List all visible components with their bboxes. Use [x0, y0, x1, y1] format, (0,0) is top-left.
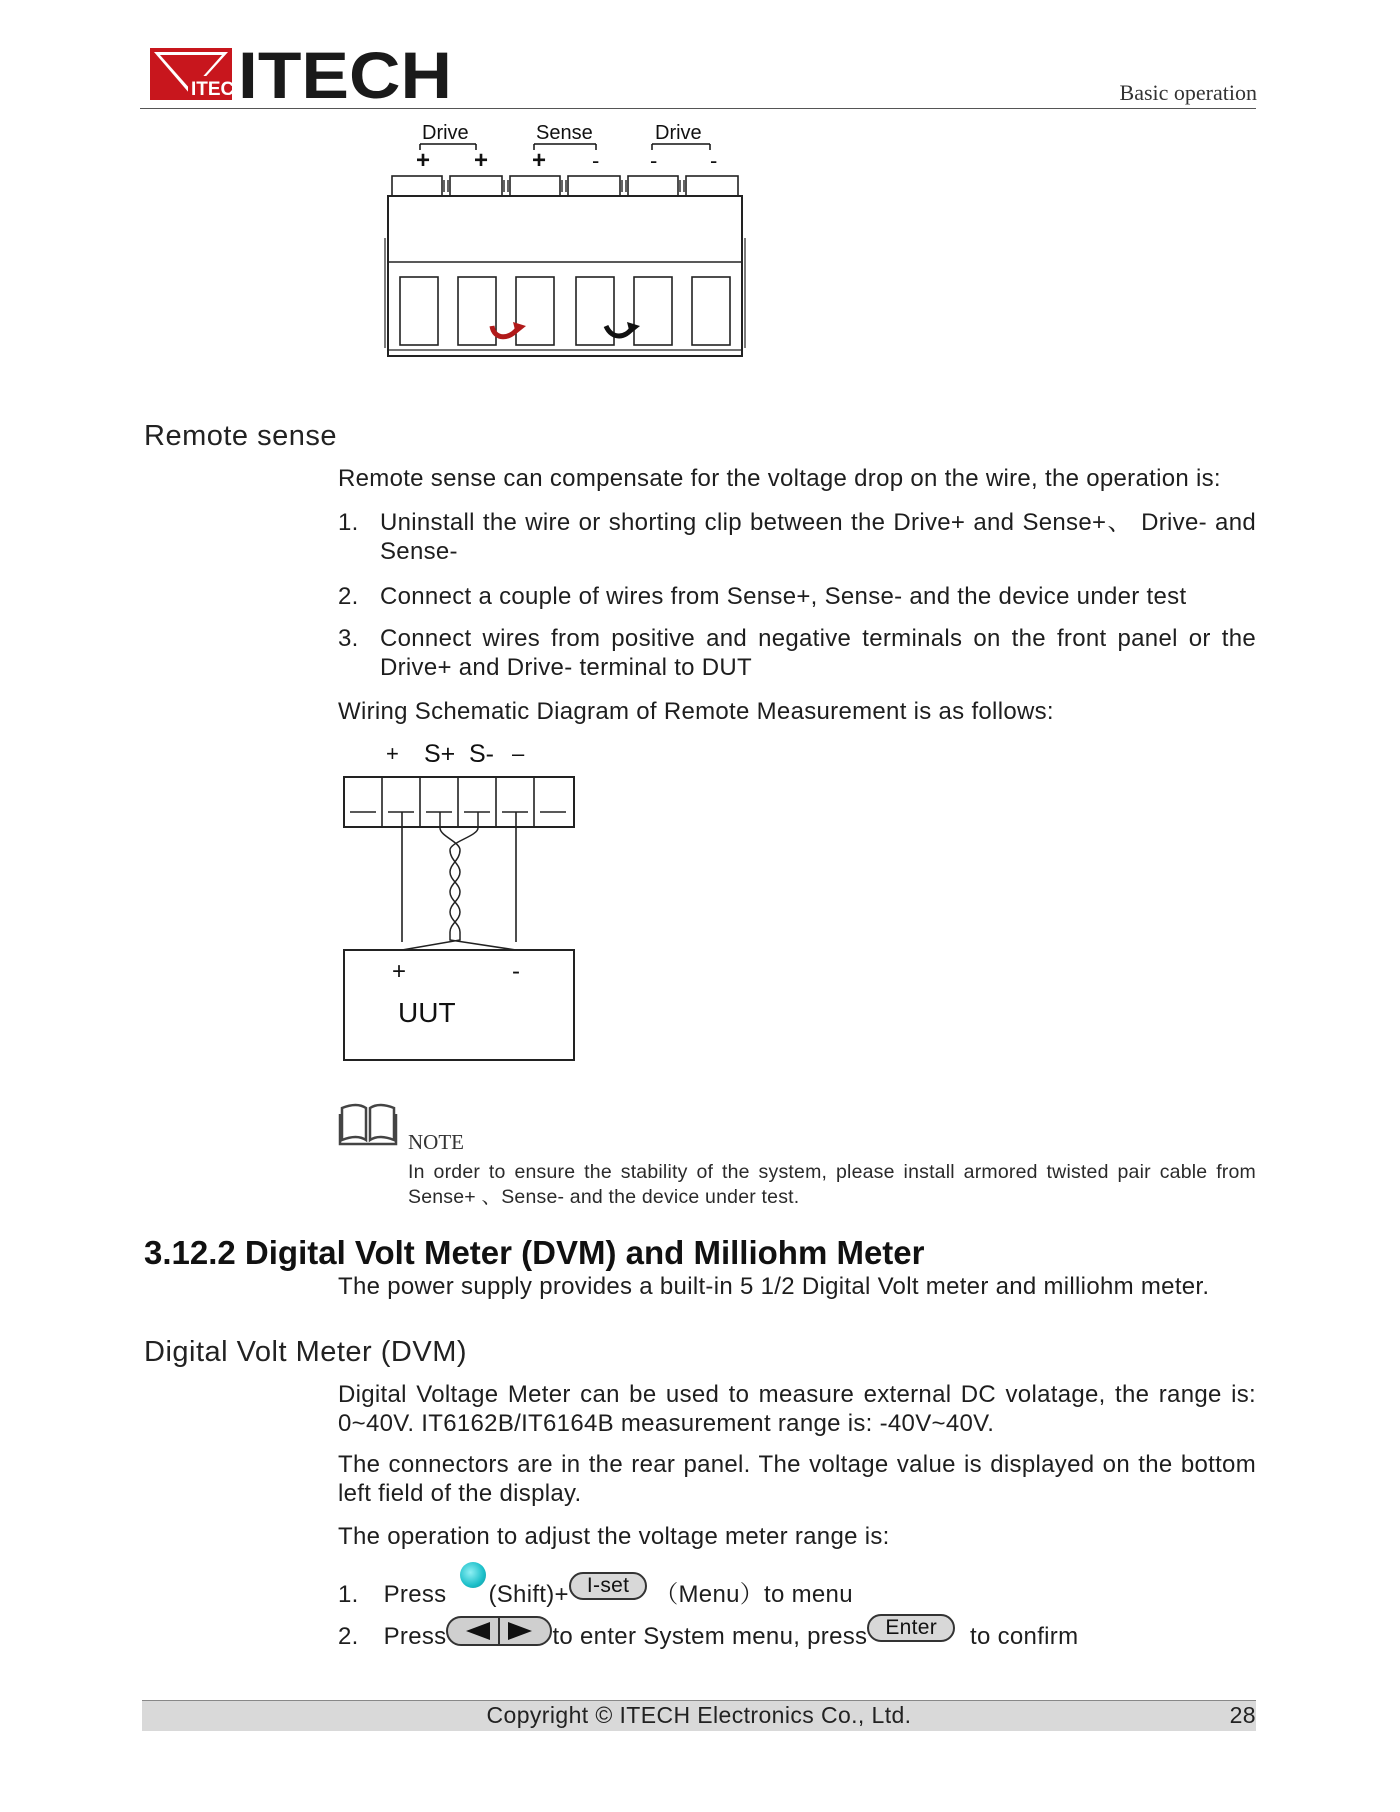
- header-section-title: Basic operation: [1119, 80, 1257, 105]
- label-drive-left: Drive: [422, 122, 469, 144]
- logo-small-text: ITECH: [191, 79, 248, 100]
- dvm-paragraph-2: The connectors are in the rear panel. The voltage value is displayed on the bottom left field of the display.: [338, 1451, 1256, 1507]
- header-rule: [140, 108, 1256, 109]
- schem-label-splus: S+: [424, 740, 456, 768]
- schem-label-minus: –: [512, 741, 525, 766]
- sign-2: +: [474, 147, 489, 174]
- dvm-heading: Digital Volt Meter (DVM): [144, 1336, 468, 1368]
- wiring-schematic: [336, 732, 586, 1062]
- remote-sense-step-3: [338, 624, 1256, 682]
- uut-label: UUT: [398, 997, 456, 1028]
- shift-key-icon: [460, 1562, 486, 1588]
- book-icon: [338, 1100, 398, 1148]
- dvm-paragraph-3: The operation to adjust the voltage meter range is:: [338, 1523, 890, 1550]
- sign-5: -: [650, 148, 658, 173]
- left-right-arrow-keys-icon: [446, 1616, 552, 1646]
- sign-4: -: [592, 148, 600, 173]
- dvm-intro: The power supply provides a built-in 5 1/2 Digital Volt meter and milliohm meter.: [338, 1273, 1210, 1300]
- step-number: 1.: [338, 509, 359, 536]
- dvm-paragraph-1: Digital Voltage Meter can be used to measure external DC volatage, the range is: 0~40V. IT6162B/IT6164B measurement range is: -40V~40V.: [338, 1381, 1256, 1437]
- step-text: Connect a couple of wires from Sense+, Sense- and the device under test: [380, 583, 1187, 610]
- step-number: 1.: [338, 1581, 359, 1608]
- step-end: to confirm: [970, 1623, 1079, 1650]
- step-number: 2.: [338, 1623, 359, 1650]
- logo-text: ITECH: [238, 46, 452, 102]
- itech-logo: [150, 46, 455, 102]
- footer-page-number: 28: [1229, 1702, 1256, 1728]
- terminal-panel-diagram: [380, 118, 750, 363]
- step-text: Connect wires from positive and negative terminals on the front panel or the Drive+ and Drive- terminal to DUT: [380, 625, 1256, 681]
- note-label: NOTE: [408, 1130, 464, 1154]
- footer-copyright: Copyright © ITECH Electronics Co., Ltd.: [486, 1702, 912, 1728]
- note-text: In order to ensure the stability of the system, please install armored twisted pair cable from Sense+ 、Sense- and the device under test.: [408, 1161, 1256, 1208]
- enter-key: Enter: [867, 1614, 955, 1642]
- remote-sense-step-1: [338, 508, 1256, 566]
- dvm-step-2: [338, 1614, 1258, 1651]
- dvm-step-1: [338, 1562, 1258, 1609]
- schematic-intro: Wiring Schematic Diagram of Remote Measurement is as follows:: [338, 698, 1054, 725]
- step-number: 3.: [338, 625, 359, 652]
- sign-1: +: [416, 147, 431, 174]
- remote-sense-heading: Remote sense: [144, 420, 337, 452]
- step-press: Press: [383, 1581, 447, 1608]
- step-number: 2.: [338, 583, 359, 610]
- step-menu: （Menu）to menu: [654, 1581, 853, 1608]
- section-title-dvm: 3.12.2 Digital Volt Meter (DVM) and Milliohm Meter: [144, 1234, 925, 1271]
- label-sense: Sense: [536, 122, 593, 144]
- step-press: Press: [383, 1623, 447, 1650]
- schem-label-plus: +: [386, 741, 399, 766]
- schem-label-sminus: S-: [469, 740, 494, 768]
- step-text: Uninstall the wire or shorting clip between the Drive+ and Sense+、 Drive- and Sense-: [380, 509, 1256, 565]
- label-drive-right: Drive: [655, 122, 702, 144]
- step-shift: (Shift)+: [488, 1581, 569, 1608]
- uut-plus: +: [392, 958, 407, 985]
- sign-3: +: [532, 147, 547, 174]
- remote-sense-intro: Remote sense can compensate for the voltage drop on the wire, the operation is:: [338, 465, 1221, 492]
- iset-key: I-set: [569, 1572, 647, 1600]
- step-mid: to enter System menu, press: [552, 1623, 868, 1650]
- remote-sense-step-2: [338, 582, 1256, 611]
- uut-minus: -: [512, 958, 520, 985]
- sign-6: -: [710, 148, 718, 173]
- logo-graphic: [150, 46, 455, 102]
